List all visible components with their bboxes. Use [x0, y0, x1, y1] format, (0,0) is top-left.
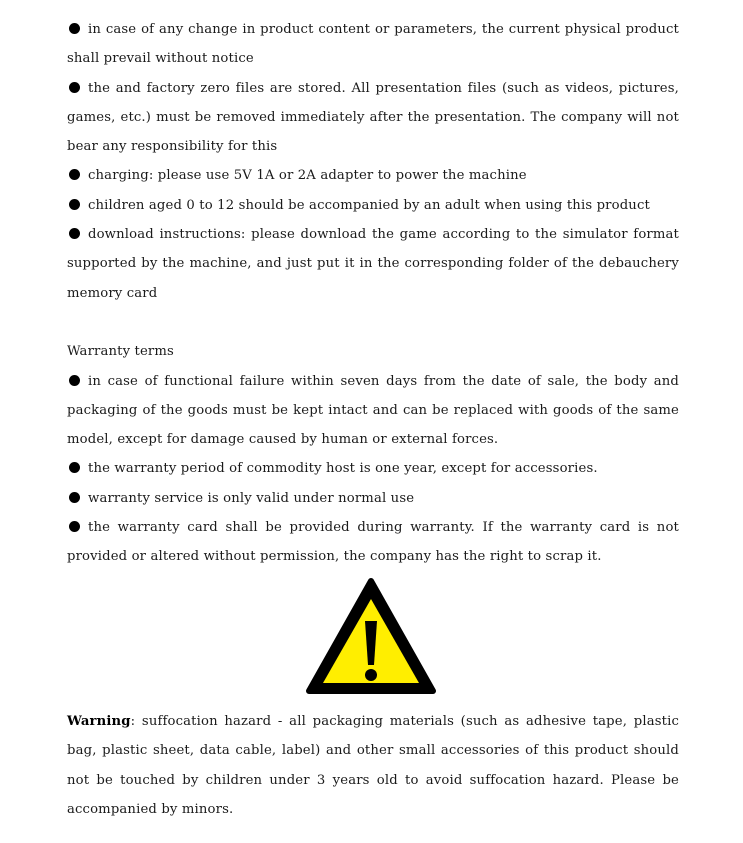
bullet-icon [69, 228, 80, 239]
warning-separator: : [130, 714, 142, 729]
note-text: in case of any change in product content or parameters, the current physical product shall prevail without notice [67, 22, 679, 67]
note-text: children aged 0 to 12 should be accompanied by an adult when using this product [88, 197, 650, 213]
bullet-icon [69, 521, 80, 532]
warranty-text: the warranty card shall be provided during warranty. If the warranty card is not provided or altered without permission, the company has the right to scrap it. [67, 520, 679, 565]
document-body [67, 15, 679, 572]
warranty-item [67, 484, 679, 513]
note-item [67, 15, 679, 74]
warranty-item [67, 367, 679, 455]
warranty-item [67, 454, 679, 483]
warranty-heading: Warranty terms [67, 344, 174, 360]
bullet-icon [69, 375, 80, 386]
bullet-icon [69, 23, 80, 34]
warning-paragraph [67, 707, 679, 824]
note-item [67, 161, 679, 190]
warranty-text: warranty service is only valid under normal use [88, 490, 415, 506]
note-text: charging: please use 5V 1A or 2A adapter to power the machine [88, 168, 527, 184]
bullet-icon [69, 462, 80, 473]
warning-triangle-icon [305, 577, 437, 695]
note-text: the and factory zero files are stored. All presentation files (such as videos, pictures, games, etc.) must be removed immediately after the presentation. The company will not bear any responsibility for this [67, 80, 679, 155]
note-item [67, 74, 679, 162]
bullet-icon [69, 169, 80, 180]
section-spacer [67, 308, 679, 337]
note-text: download instructions: please download the game according to the simulator format supported by the machine, and just put it in the corresponding folder of the debauchery memory card [67, 227, 679, 301]
bullet-icon [69, 82, 80, 93]
note-item [67, 220, 679, 308]
warranty-text: in case of functional failure within seven days from the date of sale, the body and packaging of the goods must be kept intact and can be replaced with goods of the same model, except for damage caused by human or external forces. [67, 373, 679, 448]
bullet-icon [69, 199, 80, 210]
bullet-icon [69, 492, 80, 503]
warranty-text: the warranty period of commodity host is one year, except for accessories. [88, 461, 598, 477]
warning-label: Warning [67, 714, 131, 729]
warning-text: suffocation hazard - all packaging materials (such as adhesive tape, plastic bag, plastic sheet, data cable, label) and other small accessories of this product should not be touched by children under 3 years old to avoid suffocation hazard. Please be accompanied by minors. [67, 714, 680, 817]
warranty-item [67, 513, 679, 572]
note-item [67, 191, 679, 220]
